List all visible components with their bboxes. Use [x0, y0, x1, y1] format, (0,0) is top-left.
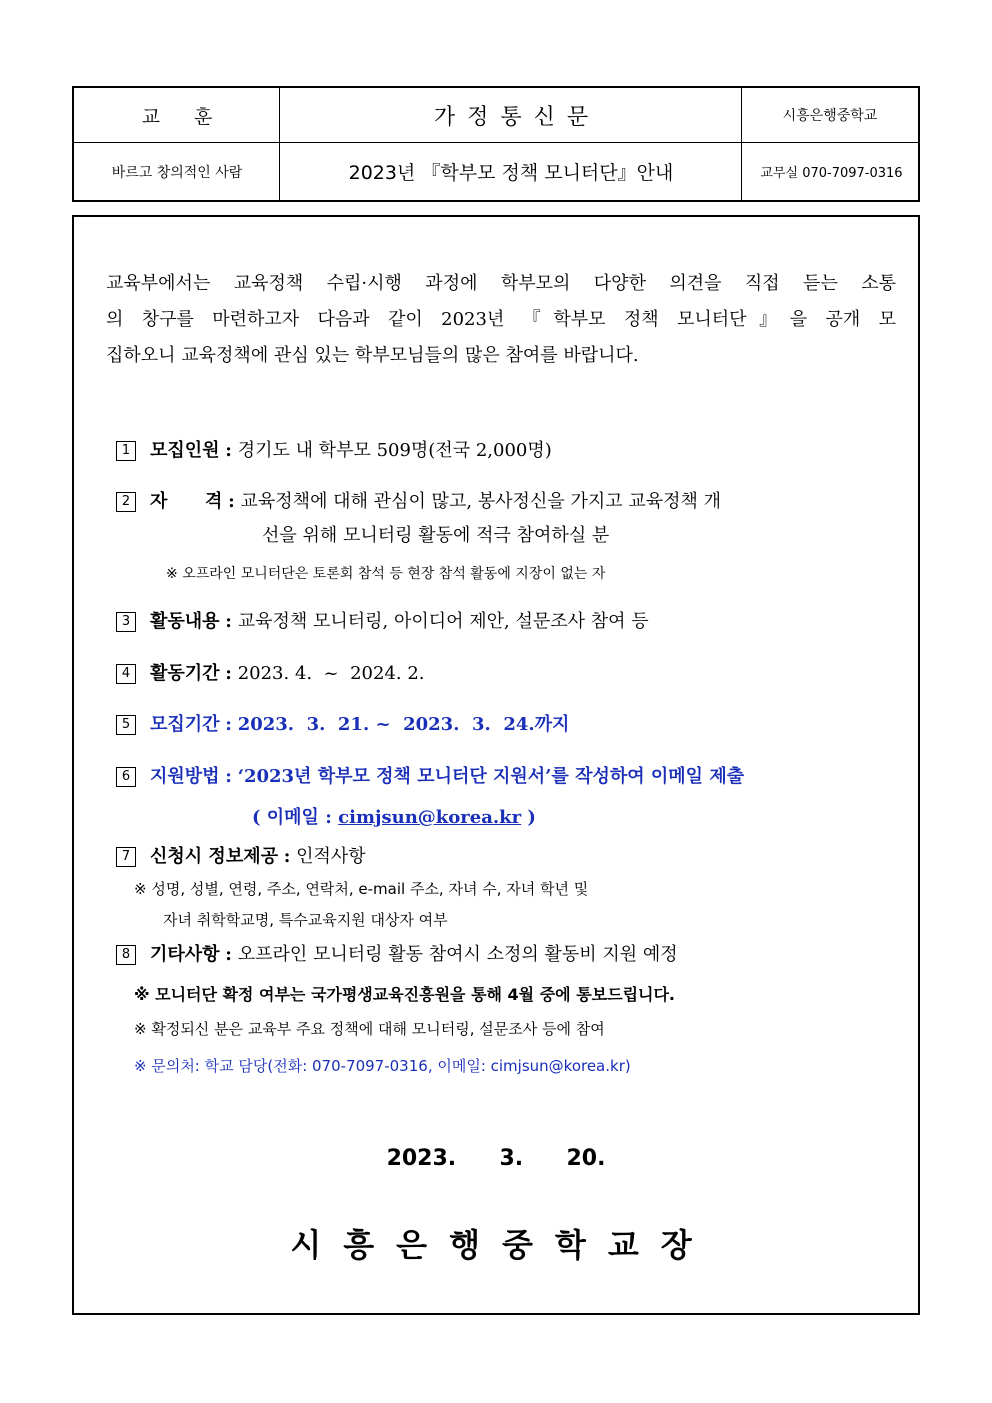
intro-line: 의 창구를 마련하고자 다음과 같이 2023년 『학부모 정책 모니터단』을 공개 모 — [106, 309, 896, 330]
item-separator: : — [283, 846, 291, 867]
item-other — [116, 940, 916, 966]
confirm-note: ※ 모니터단 확정 여부는 국가평생교육진흥원을 통해 4월 중에 통보드립니다. — [134, 985, 676, 1004]
item-separator: : — [228, 491, 235, 512]
info-note: ※ 성명, 성별, 연령, 주소, 연락처, e-mail 주소, 자녀 수, 자녀 학년 및 — [134, 880, 589, 898]
item-qualification — [116, 487, 916, 513]
item-number: 4 — [116, 664, 136, 684]
item-number: 8 — [116, 945, 136, 965]
item-value-continued: 선을 위해 모니터링 활동에 적극 참여하실 분 — [262, 525, 610, 546]
item-number: 5 — [116, 715, 136, 735]
school-name: 시흥은행중학교 — [782, 108, 878, 124]
item-separator: : — [225, 766, 232, 787]
item-recruit-count — [116, 436, 916, 462]
item-application-method — [116, 762, 916, 788]
item-separator: : — [225, 944, 232, 965]
item-separator: : — [225, 663, 232, 684]
notice-subject: 2023년 『학부모 정책 모니터단』안내 — [348, 162, 674, 184]
item-value: 2023. 3. 21. ~ 2023. 3. 24.까지 — [237, 714, 570, 735]
item-value: 인적사항 — [296, 846, 366, 867]
item-value: 교육정책 모니터링, 아이디어 제안, 설문조사 참여 등 — [237, 611, 649, 632]
info-note-continued: 자녀 취학학교명, 특수교육지원 대상자 여부 — [163, 911, 448, 929]
item-number: 6 — [116, 767, 136, 787]
email-prefix: ( 이메일 : — [252, 807, 332, 828]
offline-note: ※ 오프라인 모니터단은 토론회 참석 등 현장 참석 활동에 지장이 없는 자 — [166, 566, 606, 582]
document-type-title: 가정통신문 — [433, 104, 601, 130]
item-label: 활동기간 — [150, 663, 220, 684]
intro-paragraph — [106, 266, 896, 374]
inquiry-note: ※ 문의처: 학교 담당(전화: 070-7097-0316, 이메일: cimjsun@korea.kr) — [134, 1057, 631, 1075]
intro-line: 교육부에서는 교육정책 수립·시행 과정에 학부모의 다양한 의견을 직접 듣는 소통 — [106, 273, 896, 294]
item-number: 1 — [116, 441, 136, 461]
item-number: 7 — [116, 847, 136, 867]
item-value: 오프라인 모니터링 활동 참여시 소정의 활동비 지원 예정 — [237, 944, 678, 965]
item-number: 2 — [116, 492, 136, 512]
issue-date: 2023. 3. 20. — [386, 1146, 606, 1171]
item-separator: : — [225, 440, 232, 461]
item-separator: : — [225, 611, 232, 632]
email-suffix: ) — [527, 807, 536, 828]
item-label: 신청시 정보제공 — [150, 846, 278, 867]
principal-signature: 시흥은행중학교장 — [290, 1226, 714, 1264]
header-table — [72, 86, 920, 202]
item-info-provided — [116, 842, 916, 868]
item-value: ‘2023년 학부모 정책 모니터단 지원서’를 작성하여 이메일 제출 — [237, 766, 745, 787]
item-activity-period — [116, 659, 916, 685]
school-motto: 바르고 창의적인 사람 — [111, 164, 243, 181]
item-label: 모집인원 — [150, 440, 220, 461]
item-recruit-period — [116, 710, 916, 736]
item-value: 경기도 내 학부모 509명(전국 2,000명) — [237, 440, 552, 461]
item-value: 2023. 4. ~ 2024. 2. — [237, 663, 425, 684]
intro-line: 집하오니 교육정책에 관심 있는 학부모님들의 많은 참여를 바랍니다. — [106, 345, 639, 366]
confirmed-note: ※ 확정되신 분은 교육부 주요 정책에 대해 모니터링, 설문조사 등에 참여 — [134, 1020, 605, 1038]
item-label: 활동내용 — [150, 611, 220, 632]
item-label: 모집기간 — [150, 714, 220, 735]
email-link[interactable]: cimjsun@korea.kr — [338, 807, 522, 828]
item-label: 자 격 — [150, 491, 223, 512]
item-number: 3 — [116, 612, 136, 632]
motto-label: 교훈 — [141, 105, 247, 128]
item-activity-content — [116, 607, 916, 633]
item-separator: : — [225, 714, 232, 735]
item-value: 교육정책에 대해 관심이 많고, 봉사정신을 가지고 교육정책 개 — [240, 491, 721, 512]
item-label: 지원방법 — [150, 766, 220, 787]
contact-phone: 교무실 070-7097-0316 — [760, 166, 903, 181]
application-email — [252, 803, 992, 829]
item-label: 기타사항 — [150, 944, 220, 965]
